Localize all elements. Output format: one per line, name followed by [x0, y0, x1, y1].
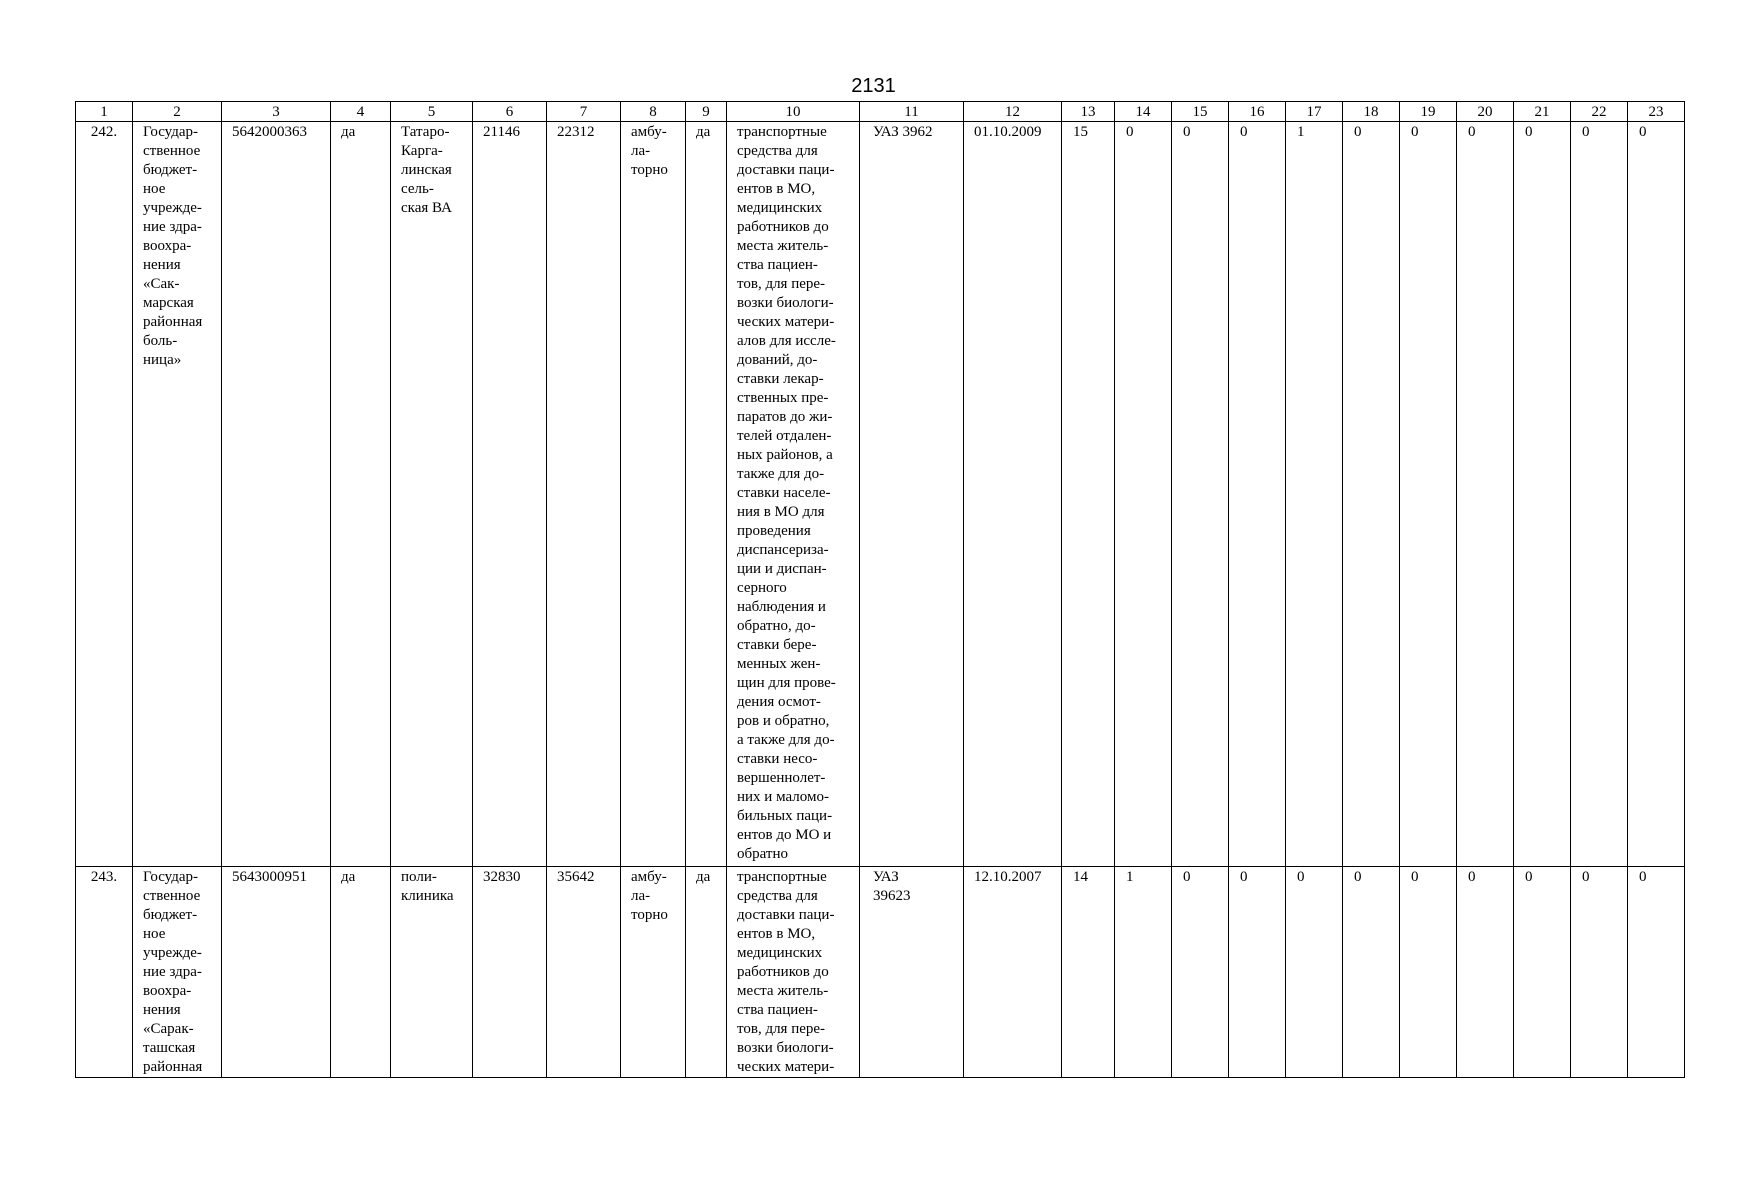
count-cell: 0 — [1514, 122, 1571, 867]
row-number: 242. — [76, 122, 133, 867]
column-number: 9 — [686, 102, 727, 122]
column-number: 6 — [473, 102, 547, 122]
column-number: 8 — [621, 102, 686, 122]
attached-value: 32830 — [473, 867, 547, 1078]
count-cell: 0 — [1571, 867, 1628, 1078]
division-name: поли- клиника — [391, 867, 473, 1078]
count-cell: 0 — [1400, 867, 1457, 1078]
count-cell: 15 — [1062, 122, 1115, 867]
column-number: 11 — [860, 102, 964, 122]
date-cell: 12.10.2007 — [964, 867, 1062, 1078]
count-cell: 0 — [1229, 867, 1286, 1078]
count-cell: 0 — [1115, 122, 1172, 867]
column-number: 19 — [1400, 102, 1457, 122]
count-cell: 0 — [1457, 867, 1514, 1078]
count-cell: 0 — [1172, 122, 1229, 867]
column-number: 23 — [1628, 102, 1685, 122]
column-number: 1 — [76, 102, 133, 122]
column-number: 4 — [331, 102, 391, 122]
care-type: амбу- ла- торно — [621, 867, 686, 1078]
count-cell: 0 — [1229, 122, 1286, 867]
column-number-row — [76, 102, 1685, 122]
organization-name: Государ- ственное бюджет- ное учрежде- ние здра- воохра- нения «Сарак- ташская районная — [133, 867, 222, 1078]
count-cell: 0 — [1343, 867, 1400, 1078]
column-number: 22 — [1571, 102, 1628, 122]
count-cell: 0 — [1286, 867, 1343, 1078]
column-number: 15 — [1172, 102, 1229, 122]
vehicle-model: УАЗ 3962 — [860, 122, 964, 867]
date-cell: 01.10.2009 — [964, 122, 1062, 867]
organization-name: Государ- ственное бюджет- ное учрежде- ние здра- воохра- нения «Сак- марская районная боль- ница» — [133, 122, 222, 867]
count-cell: 1 — [1115, 867, 1172, 1078]
column-number: 20 — [1457, 102, 1514, 122]
vehicle-model: УАЗ 39623 — [860, 867, 964, 1078]
table-row — [76, 122, 1685, 867]
attached-value: 35642 — [547, 867, 621, 1078]
count-cell: 0 — [1400, 122, 1457, 867]
inn-code: 5642000363 — [222, 122, 331, 867]
table-row — [76, 867, 1685, 1078]
column-number: 12 — [964, 102, 1062, 122]
flag-cell: да — [331, 122, 391, 867]
column-number: 5 — [391, 102, 473, 122]
column-number: 3 — [222, 102, 331, 122]
count-cell: 0 — [1571, 122, 1628, 867]
column-number: 18 — [1343, 102, 1400, 122]
vehicle-purpose: транспортные средства для доставки паци- ентов в МО, медицинских работников до места житель- ства пациен- тов, для пере- возки биологи- ческих матери- — [727, 867, 860, 1078]
count-cell: 0 — [1343, 122, 1400, 867]
attached-value: 21146 — [473, 122, 547, 867]
count-cell: 0 — [1628, 122, 1685, 867]
column-number: 21 — [1514, 102, 1571, 122]
vehicle-purpose: транспортные средства для доставки паци- ентов в МО, медицинских работников до места житель- ства пациен- тов, для пере- возки биологи- ческих матери- алов для иссле- дований, до- ставки лекар- ственных пре- паратов до жи- телей отдален- ных районов, а также для до- ставки населе- ния в МО для проведения диспансериза- ции и диспан- серного наблюдения и обратно, до- ставки бере- менных жен- щин для прове- дения осмот- ров и обратно, а также для до- ставки несо- вершеннолет- них и маломо- бильных паци- ентов до МО и обратно — [727, 122, 860, 867]
column-number: 10 — [727, 102, 860, 122]
count-cell: 0 — [1514, 867, 1571, 1078]
column-number: 17 — [1286, 102, 1343, 122]
column-number: 7 — [547, 102, 621, 122]
count-cell: 0 — [1628, 867, 1685, 1078]
data-table — [75, 101, 1685, 1078]
column-number: 2 — [133, 102, 222, 122]
flag-cell: да — [686, 122, 727, 867]
count-cell: 1 — [1286, 122, 1343, 867]
care-type: амбу- ла- торно — [621, 122, 686, 867]
count-cell: 0 — [1457, 122, 1514, 867]
column-number: 13 — [1062, 102, 1115, 122]
flag-cell: да — [686, 867, 727, 1078]
column-number: 16 — [1229, 102, 1286, 122]
count-cell: 14 — [1062, 867, 1115, 1078]
page-number: 2131 — [851, 75, 896, 97]
division-name: Татаро- Карга- линская сель- ская ВА — [391, 122, 473, 867]
inn-code: 5643000951 — [222, 867, 331, 1078]
attached-value: 22312 — [547, 122, 621, 867]
column-number: 14 — [1115, 102, 1172, 122]
count-cell: 0 — [1172, 867, 1229, 1078]
flag-cell: да — [331, 867, 391, 1078]
row-number: 243. — [76, 867, 133, 1078]
